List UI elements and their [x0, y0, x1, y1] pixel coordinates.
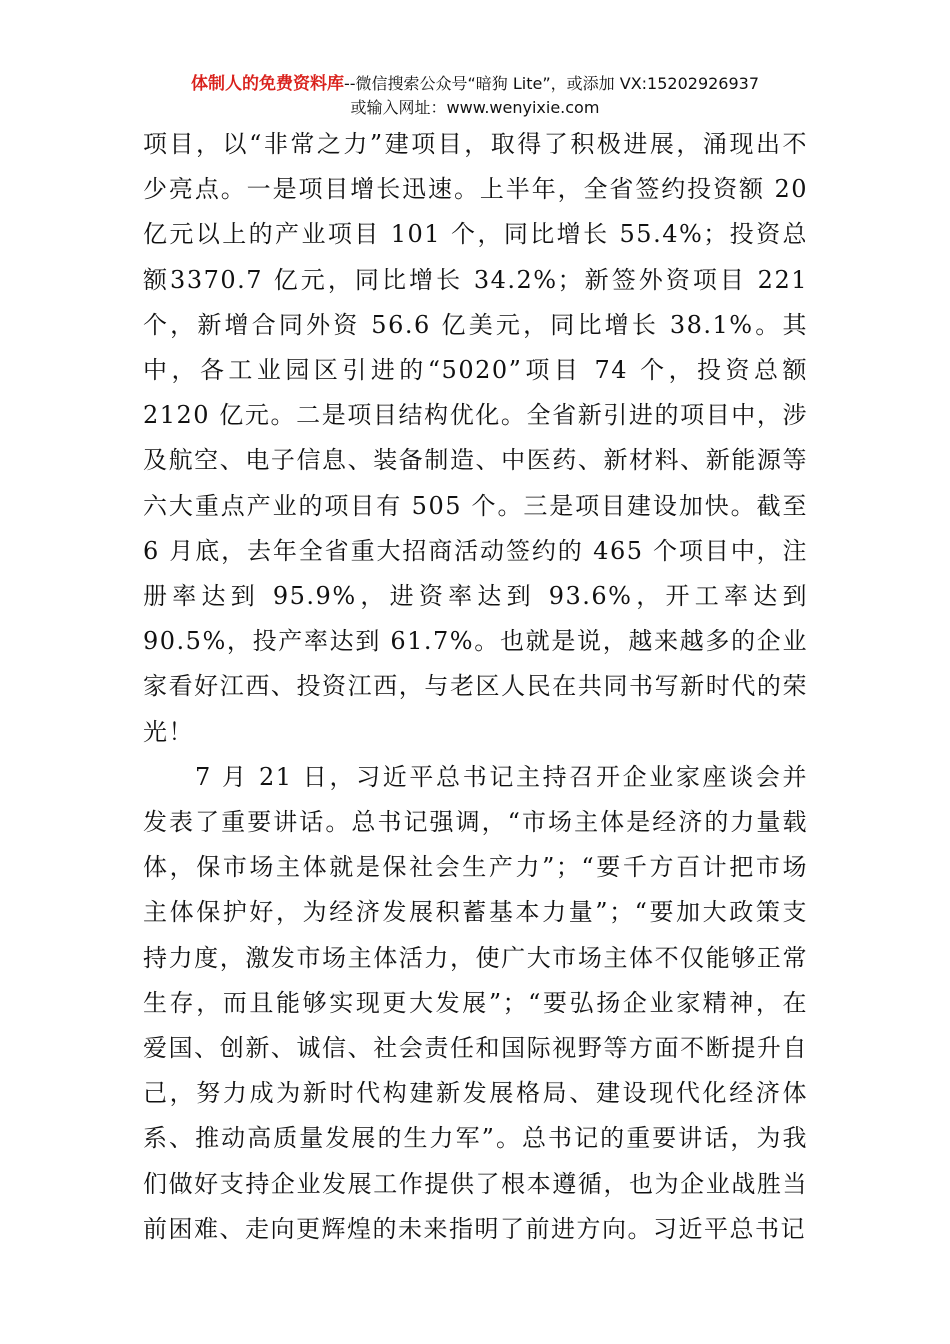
page-header [0, 72, 950, 120]
header-line-1 [0, 72, 950, 96]
brand-name: 体制人的免费资料库 [190, 74, 344, 94]
paragraph-2: 7 月 21 日，习近平总书记主持召开企业家座谈会并发表了重要讲话。总书记强调，“市场主体是经济的力量载体，保市场主体就是保社会生产力”；“要千方百计把市场主体保护好，为经济发展积蓄基本力量”；“要加大政策支持力度，激发市场主体活力，使广大市场主体不仅能够正常生存，而且能够实现更大发展”；“要弘扬企业家精神，在爱国、创新、诚信、社会责任和国际视野等方面不断提升自己，努力成为新时代构建新发展格局、建设现代化经济体系、推动高质量发展的生力军”。总书记的重要讲话，为我们做好支持企业发展工作提供了根本遵循，也为企业战胜当前困难、走向更辉煌的未来指明了前进方向。习近平总书记 [143, 762, 808, 1243]
contact-info: --微信搜索公众号“暗狗 Lite”，或添加 VX:15202926937 [343, 74, 760, 93]
document-body [143, 122, 808, 1252]
paragraph-1: 项目，以“非常之力”建项目，取得了积极进展，涌现出不少亮点。一是项目增长迅速。上半年，全省签约投资额 20 亿元以上的产业项目 101 个，同比增长 55.4%；投资总额3370.7 亿元，同比增长 34.2%；新签外资项目 221 个，新增合同外资 56.6 亿美元，同比增长 38.1%。其中，各工业园区引进的“5020”项目 74 个，投资总额 2120 亿元。二是项目结构优化。全省新引进的项目中，涉及航空、电子信息、装备制造、中医药、新材料、新能源等六大重点产业的项目有 505 个。三是项目建设加快。截至 6 月底，去年全省重大招商活动签约的 465 个项目中，注册率达到 95.9%，进资率达到 93.6%，开工率达到 90.5%，投产率达到 61.7%。也就是说，越来越多的企业家看好江西、投资江西，与老区人民在共同书写新时代的荣光！ [143, 130, 808, 746]
website-line: 或输入网址：www.wenyixie.com [350, 98, 600, 117]
